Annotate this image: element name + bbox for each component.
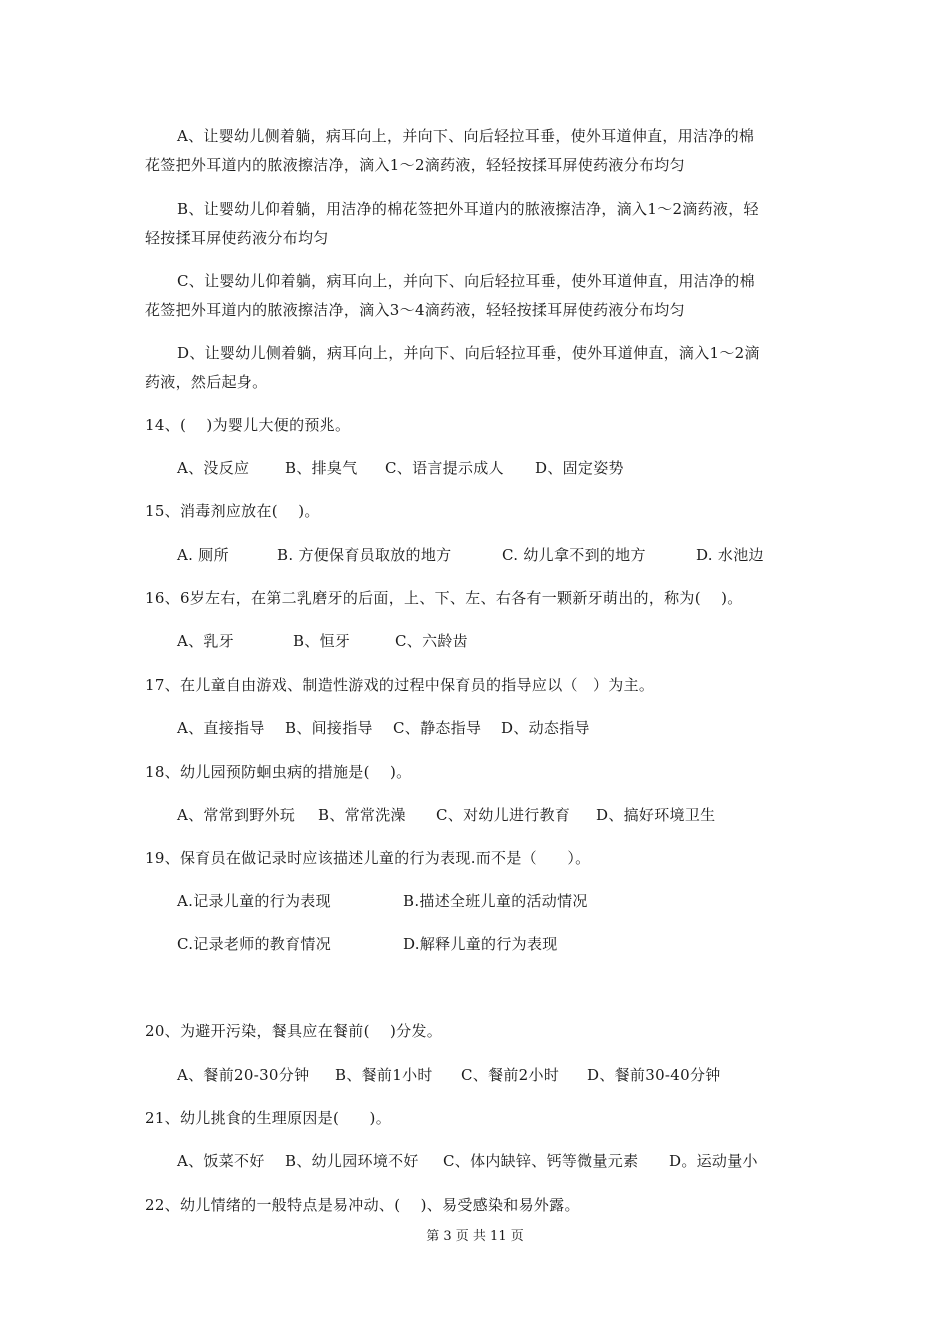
q22-stem: 22、幼儿情绪的一般特点是易冲动、( )、易受感染和易外露。 bbox=[145, 1196, 580, 1214]
q13-option-a-line2: 花签把外耳道内的脓液擦洁净，滴入1～2滴药液，轻轻按揉耳屏使药液分布均匀 bbox=[145, 156, 685, 174]
q14-stem: 14、( )为婴儿大便的预兆。 bbox=[145, 416, 351, 434]
q21-stem: 21、幼儿挑食的生理原因是( )。 bbox=[145, 1109, 392, 1127]
q15-option-c: C. 幼儿拿不到的地方 bbox=[502, 546, 646, 564]
q19-stem: 19、保育员在做记录时应该描述儿童的行为表现.而不是（ ）。 bbox=[145, 849, 591, 867]
q21-option-d: D。运动量小 bbox=[669, 1152, 758, 1170]
q20-option-a: A、餐前20-30分钟 bbox=[177, 1066, 310, 1084]
q14-option-c: C、语言提示成人 bbox=[385, 459, 504, 477]
q16-option-b: B、恒牙 bbox=[293, 632, 351, 650]
q18-option-d: D、搞好环境卫生 bbox=[596, 806, 716, 824]
q19-options-row2 bbox=[177, 934, 842, 954]
q15-option-b: B. 方便保育员取放的地方 bbox=[277, 546, 452, 564]
q20-stem: 20、为避开污染，餐具应在餐前( )分发。 bbox=[145, 1022, 443, 1040]
q19-option-a: A.记录儿童的行为表现 bbox=[177, 892, 331, 910]
q17-option-b: B、间接指导 bbox=[285, 719, 373, 737]
q21-options bbox=[177, 1151, 842, 1171]
q19-option-c: C.记录老师的教育情况 bbox=[177, 935, 332, 953]
q17-stem: 17、在儿童自由游戏、制造性游戏的过程中保育员的指导应以（ ）为主。 bbox=[145, 676, 655, 694]
q18-options bbox=[177, 805, 842, 825]
q21-option-c: C、体内缺锌、钙等微量元素 bbox=[443, 1152, 639, 1170]
q18-option-a: A、常常到野外玩 bbox=[177, 806, 296, 824]
q20-options bbox=[177, 1065, 842, 1085]
q14-option-b: B、排臭气 bbox=[285, 459, 358, 477]
q17-option-a: A、直接指导 bbox=[177, 719, 265, 737]
q16-option-a: A、乳牙 bbox=[177, 632, 235, 650]
q13-option-b-line1: B、让婴幼儿仰着躺，用洁净的棉花签把外耳道内的脓液擦洁净，滴入1～2滴药液，轻 bbox=[177, 200, 759, 218]
q16-stem: 16、6岁左右，在第二乳磨牙的后面，上、下、左、右各有一颗新牙萌出的，称为( )。 bbox=[145, 589, 743, 607]
q20-option-c: C、餐前2小时 bbox=[461, 1066, 560, 1084]
q17-option-c: C、静态指导 bbox=[393, 719, 482, 737]
page-number-footer: 第 3 页 共 11 页 bbox=[426, 1229, 524, 1244]
q17-options bbox=[177, 718, 842, 738]
q21-option-b: B、幼儿园环境不好 bbox=[285, 1152, 419, 1170]
q14-option-a: A、没反应 bbox=[177, 459, 250, 477]
q18-stem: 18、幼儿园预防蛔虫病的措施是( )。 bbox=[145, 763, 412, 781]
q15-option-a: A. 厕所 bbox=[177, 546, 229, 564]
q20-option-d: D、餐前30-40分钟 bbox=[587, 1066, 721, 1084]
q13-option-a-line1: A、让婴幼儿侧着躺，病耳向上，并向下、向后轻拉耳垂，使外耳道伸直，用洁净的棉 bbox=[177, 127, 755, 145]
q15-option-d: D. 水池边 bbox=[696, 546, 764, 564]
q19-option-d: D.解释儿童的行为表现 bbox=[403, 935, 558, 953]
q19-option-b: B.描述全班儿童的活动情况 bbox=[403, 892, 588, 910]
q13-option-d-line1: D、让婴幼儿侧着躺，病耳向上，并向下、向后轻拉耳垂，使外耳道伸直，滴入1～2滴 bbox=[177, 344, 760, 362]
q13-option-d-line2: 药液，然后起身。 bbox=[145, 373, 268, 391]
q14-option-d: D、固定姿势 bbox=[535, 459, 624, 477]
q16-options bbox=[177, 631, 842, 651]
q18-option-c: C、对幼儿进行教育 bbox=[436, 806, 571, 824]
q15-options bbox=[177, 545, 842, 565]
q15-stem: 15、消毒剂应放在( )。 bbox=[145, 502, 320, 520]
q13-option-b-line2: 轻按揉耳屏使药液分布均匀 bbox=[145, 229, 329, 247]
q13-option-c-line1: C、让婴幼儿仰着躺，病耳向上，并向下、向后轻拉耳垂，使外耳道伸直，用洁净的棉 bbox=[177, 272, 755, 290]
q17-option-d: D、动态指导 bbox=[501, 719, 590, 737]
q16-option-c: C、六龄齿 bbox=[395, 632, 468, 650]
q14-options bbox=[177, 458, 842, 478]
q21-option-a: A、饭菜不好 bbox=[177, 1152, 265, 1170]
q19-options-row1 bbox=[177, 891, 842, 911]
q18-option-b: B、常常洗澡 bbox=[318, 806, 406, 824]
q13-option-c-line2: 花签把外耳道内的脓液擦洁净，滴入3～4滴药液，轻轻按揉耳屏使药液分布均匀 bbox=[145, 301, 685, 319]
q20-option-b: B、餐前1小时 bbox=[335, 1066, 433, 1084]
